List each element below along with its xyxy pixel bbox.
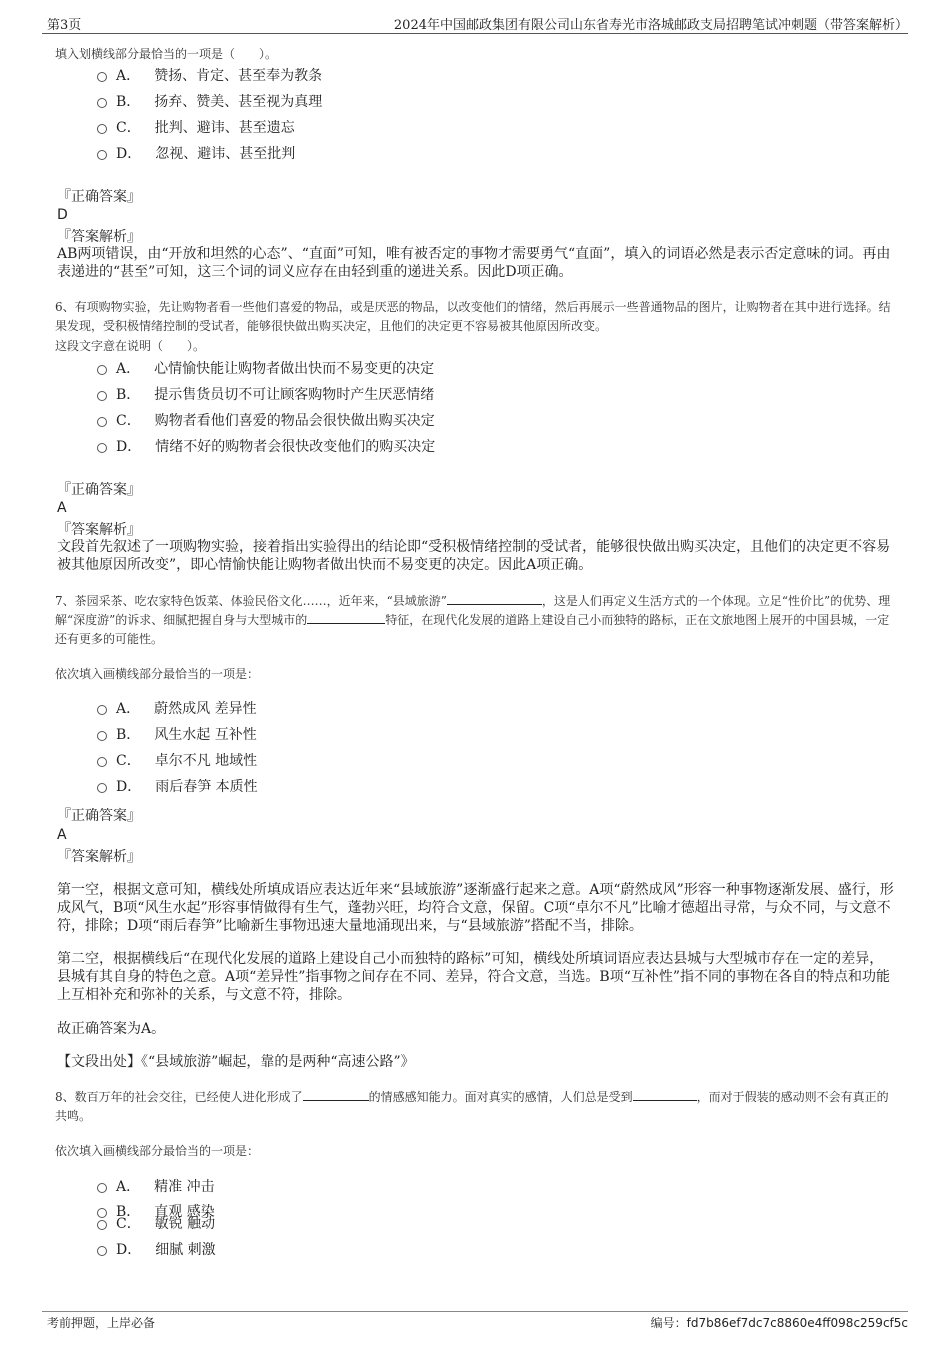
q7-option-a[interactable]: A． 蔚然成风 差异性	[97, 699, 257, 719]
question-8-prompt: 依次填入画横线部分最恰当的一项是：	[55, 1144, 260, 1158]
answer-blank	[633, 1088, 697, 1101]
question-7-stem: 7、茶园采茶、吃农家特色饭菜、体验民俗文化……，近年来，“县域旅游” ，这是人们再定义生活方式的一个体现。立足“性价比”的优势、理解“深度游”的诉求、细腻把握自身与大型城市的 特征，在现代化发展的道路上建设自己小而独特的路标，正在文旅地图上展开的中国县城，一定还有更多的可能性。	[55, 594, 891, 646]
q7-answer-label: 『正确答案』	[57, 808, 141, 824]
q5-option-c[interactable]: C． 批判、避讳、甚至遗忘	[97, 118, 295, 138]
q6-answer: A	[57, 500, 67, 516]
radio-icon[interactable]	[97, 1220, 107, 1230]
q6-analysis-label: 『答案解析』	[57, 522, 141, 538]
page-number: 第3页	[47, 18, 82, 33]
radio-icon[interactable]	[97, 731, 107, 741]
radio-icon[interactable]	[97, 124, 107, 134]
radio-icon[interactable]	[97, 72, 107, 82]
q7-analysis-paragraph-1: 第一空，根据文意可知，横线处所填成语应表达近年来“县域旅游”逐渐盛行起来之意。A项“蔚然成风”形容一种事物逐渐发展、盛行，形成风气，B项“风生水起”形容事情做得有生气，蓬勃兴旺，均符合文意，保留。C项“卓尔不凡”比喻才德超出寻常，与众不同，与文意不符，排除；D项“雨后春笋”比喻新生事物迅速大量地涌现出来，与“县域旅游”搭配不当，排除。	[57, 882, 894, 934]
footer-slogan: 考前押题，上岸必备	[47, 1316, 156, 1330]
radio-icon[interactable]	[97, 417, 107, 427]
question-6-stem: 6、有项购物实验，先让购物者看一些他们喜爱的物品，或是厌恶的物品，以改变他们的情绪，然后再展示一些普通物品的图片，让购物者在其中进行选择。结果发现，受积极情绪控制的受试者，能够很快做出购买决定，且他们的决定更不容易被其他原因所改变。	[55, 300, 891, 333]
q7-analysis-conclusion: 故正确答案为A。	[57, 1021, 166, 1037]
answer-blank	[447, 592, 542, 605]
radio-icon[interactable]	[97, 150, 107, 160]
q6-option-d[interactable]: D． 情绪不好的购物者会很快改变他们的购买决定	[97, 437, 435, 457]
q7-answer: A	[57, 827, 67, 843]
q7-option-b[interactable]: B． 风生水起 互补性	[97, 725, 257, 745]
radio-icon[interactable]	[97, 365, 107, 375]
q6-option-a[interactable]: A． 心情愉快能让购物者做出快而不易变更的决定	[97, 359, 434, 379]
radio-icon[interactable]	[97, 98, 107, 108]
radio-icon[interactable]	[97, 705, 107, 715]
q6-option-b[interactable]: B． 提示售货员切不可让顾客购物时产生厌恶情绪	[97, 385, 434, 405]
q7-analysis-label: 『答案解析』	[57, 849, 141, 865]
question-5-stem: 填入划横线部分最恰当的一项是（ ）。	[55, 47, 278, 61]
question-7-prompt: 依次填入画横线部分最恰当的一项是：	[55, 667, 260, 681]
radio-icon[interactable]	[97, 757, 107, 767]
q6-option-c[interactable]: C． 购物者看他们喜爱的物品会很快做出购买决定	[97, 411, 435, 431]
q5-option-a[interactable]: A． 赞扬、肯定、甚至奉为教条	[97, 66, 322, 86]
q8-option-d[interactable]: D． 细腻 刺激	[97, 1240, 216, 1260]
q7-option-c[interactable]: C． 卓尔不凡 地域性	[97, 751, 257, 771]
q5-answer: D	[57, 207, 68, 223]
document-id: 编号：fd7b86ef7dc7c8860e4ff098c259cf5c	[650, 1316, 908, 1330]
radio-icon[interactable]	[97, 443, 107, 453]
q8-option-b[interactable]: B． 直观 感染	[97, 1202, 215, 1222]
question-8-stem: 8、数百万年的社会交往，已经使人进化形成了 的情感感知能力。面对真实的感情，人们总是受到 ，而对于假装的感动则不会有真正的共鸣。	[55, 1090, 889, 1123]
q8-option-a[interactable]: A． 精准 冲击	[97, 1177, 215, 1197]
q5-analysis-label: 『答案解析』	[57, 229, 141, 245]
header-divider	[42, 33, 908, 34]
q8-option-c[interactable]: C． 敏锐 触动	[97, 1214, 215, 1234]
q5-analysis: AB两项错误，由“开放和坦然的心态”、“直面”可知，唯有被否定的事物才需要勇气“直面”，填入的词语必然是表示否定意味的词。再由表递进的“甚至”可知，这三个词的词义应存在由轻到重的递进关系。因此D项正确。	[57, 246, 891, 280]
radio-icon[interactable]	[97, 1183, 107, 1193]
q7-option-d[interactable]: D． 雨后春笋 本质性	[97, 777, 258, 797]
answer-blank	[303, 1088, 369, 1101]
radio-icon[interactable]	[97, 391, 107, 401]
q7-analysis-paragraph-2: 第二空，根据横线后“在现代化发展的道路上建设自己小而独特的路标”可知，横线处所填词语应表达县城与大型城市存在一定的差异，县城有其自身的特色之意。A项“差异性”指事物之间存在不同、差异，符合文意，当选。B项“互补性”指不同的事物在各自的特点和功能上互相补充和弥补的关系，与文意不符，排除。	[57, 951, 891, 1003]
q5-option-d[interactable]: D． 忽视、避讳、甚至批判	[97, 144, 295, 164]
answer-blank	[307, 611, 385, 624]
q6-answer-label: 『正确答案』	[57, 482, 141, 498]
radio-icon[interactable]	[97, 783, 107, 793]
q7-source: 【文段出处】《“县域旅游”崛起，靠的是两种“高速公路”》	[57, 1054, 415, 1070]
question-6-prompt: 这段文字意在说明（ ）。	[55, 339, 206, 353]
q5-option-b[interactable]: B． 扬弃、赞美、甚至视为真理	[97, 92, 322, 112]
footer-divider	[42, 1311, 908, 1312]
radio-icon[interactable]	[97, 1246, 107, 1256]
q5-answer-label: 『正确答案』	[57, 189, 141, 205]
document-title: 2024年中国邮政集团有限公司山东省寿光市洛城邮政支局招聘笔试冲刺题（带答案解析）	[393, 18, 908, 33]
q6-analysis: 文段首先叙述了一项购物实验，接着指出实验得出的结论即“受积极情绪控制的受试者，能够很快做出购买决定，且他们的决定更不容易被其他原因所改变”，即心情愉快能让购物者做出快而不易变更的决定。因此A项正确。	[57, 539, 891, 573]
